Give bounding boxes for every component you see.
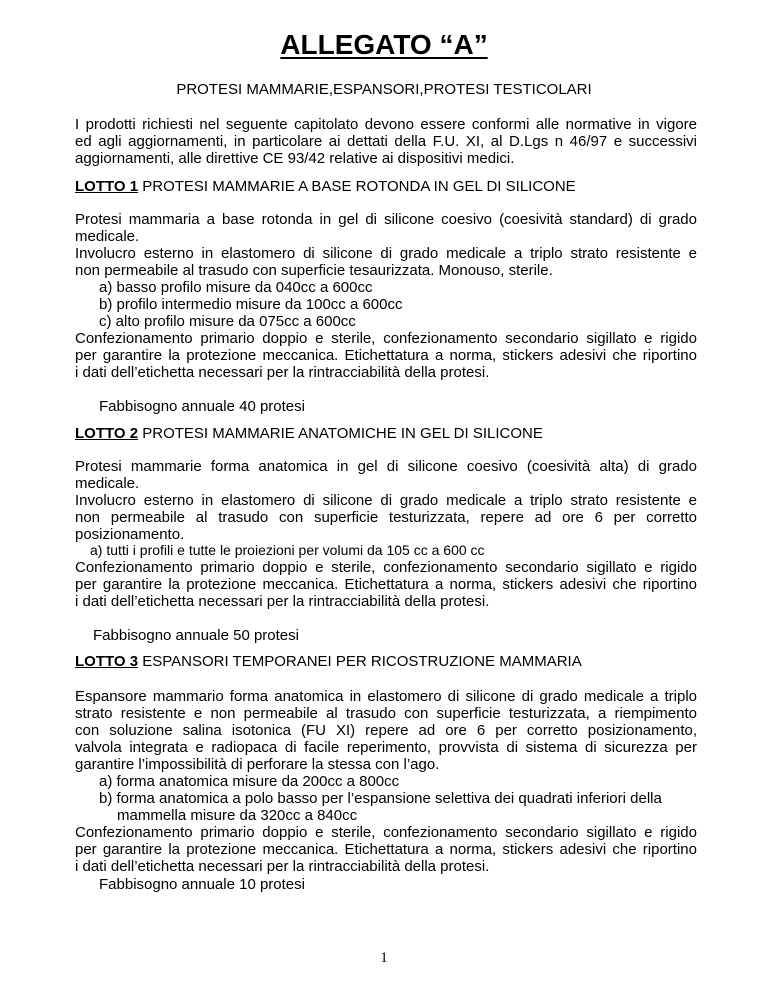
lot-3-packaging-line: per garantire la protezione meccanica. Etichettatura a norma, stickers adesivi che riportino <box>75 841 697 858</box>
lot-1-item: b) profilo intermedio misure da 100cc a 600cc <box>99 296 403 313</box>
lot-2-desc-line: non permeabile al trasudo con superficie testurizzata, repere ad ore 6 per corretto <box>75 509 697 526</box>
lot-2-item: a) tutti i profili e tutte le proiezioni per volumi da 105 cc a 600 cc <box>90 542 485 558</box>
lot-3-need: Fabbisogno annuale 10 protesi <box>99 876 305 893</box>
lot-3-desc-line: garantire l’impossibilità di perforare la stessa con l’ago. <box>75 756 440 773</box>
lot-1-packaging-line: per garantire la protezione meccanica. Etichettatura a norma, stickers adesivi che riportino <box>75 347 697 364</box>
lot-3-desc-line: Espansore mammario forma anatomica in elastomero di silicone di grado medicale a triplo <box>75 688 697 705</box>
lot-3-item: b) forma anatomica a polo basso per l’espansione selettiva dei quadrati inferiori della <box>99 790 662 807</box>
lot-2-desc-line: Protesi mammarie forma anatomica in gel di silicone coesivo (coesività alta) di grado <box>75 458 697 475</box>
document-title: ALLEGATO “A” <box>280 29 488 60</box>
page-number: 1 <box>380 950 388 966</box>
lot-1-packaging-line: i dati dell’etichetta necessari per la rintracciabilità della protesi. <box>75 364 490 381</box>
lot-2-packaging-line: Confezionamento primario doppio e sterile, confezionamento secondario sigillato e rigido <box>75 559 697 576</box>
lot-1-need: Fabbisogno annuale 40 protesi <box>99 398 305 415</box>
intro-line: I prodotti richiesti nel seguente capitolato devono essere conformi alle normative in vigore <box>75 116 697 133</box>
lot-1-item: c) alto profilo misure da 075cc a 600cc <box>99 313 356 330</box>
intro-line: aggiornamenti, alle direttive CE 93/42 relative ai dispositivi medici. <box>75 150 515 167</box>
lot-1-desc-line: Involucro esterno in elastomero di silicone di grado medicale a triplo strato resistente e <box>75 245 697 262</box>
document-subtitle: PROTESI MAMMARIE,ESPANSORI,PROTESI TESTICOLARI <box>176 81 592 98</box>
lot-3-heading <box>75 653 697 670</box>
lot-1-desc-line: non permeabile al trasudo con superficie tesaurizzata. Monouso, sterile. <box>75 262 553 279</box>
lot-1-item: a) basso profilo misure da 040cc a 600cc <box>99 279 373 296</box>
lot-2-packaging-line: i dati dell’etichetta necessari per la rintracciabilità della protesi. <box>75 593 490 610</box>
lot-1-label: LOTTO 1 <box>75 178 139 195</box>
lot-2-desc-line: medicale. <box>75 475 140 492</box>
lot-1-heading <box>75 178 697 195</box>
intro-line: ed agli aggiornamenti, in particolare ai dettati della F.U. XI, al D.Lgs n 46/97 e successivi <box>75 133 697 150</box>
lot-3-packaging-line: Confezionamento primario doppio e sterile, confezionamento secondario sigillato e rigido <box>75 824 697 841</box>
lot-2-desc-line: Involucro esterno in elastomero di silicone di grado medicale a triplo strato resistente e <box>75 492 697 509</box>
lot-3-label: LOTTO 3 <box>75 653 139 670</box>
lot-3-desc-line: con soluzione salina isotonica (FU XI) repere ad ore 6 per corretto posizionamento, <box>75 722 697 739</box>
lot-3-title: ESPANSORI TEMPORANEI PER RICOSTRUZIONE MAMMARIA <box>138 653 582 670</box>
lot-3-item: mammella misure da 320cc a 840cc <box>117 807 358 824</box>
lot-2-desc-line: posizionamento. <box>75 526 185 543</box>
lot-3-desc-line: valvola integrata e radiopaca di facile reperimento, provvista di sistema di sicurezza per <box>75 739 697 756</box>
lot-2-need: Fabbisogno annuale 50 protesi <box>93 627 299 644</box>
lot-2-label: LOTTO 2 <box>75 425 139 442</box>
lot-3-desc-line: strato resistente e non permeabile al trasudo con superficie testurizzata, a riempimento <box>75 705 697 722</box>
lot-3-packaging-line: i dati dell’etichetta necessari per la rintracciabilità della protesi. <box>75 858 490 875</box>
lot-1-packaging-line: Confezionamento primario doppio e sterile, confezionamento secondario sigillato e rigido <box>75 330 697 347</box>
lot-3-item: a) forma anatomica misure da 200cc a 800cc <box>99 773 400 790</box>
lot-2-title: PROTESI MAMMARIE ANATOMICHE IN GEL DI SILICONE <box>138 425 543 442</box>
lot-1-desc-line: Protesi mammaria a base rotonda in gel di silicone coesivo (coesività standard) di grado <box>75 211 697 228</box>
lot-2-heading <box>75 425 697 442</box>
lot-2-packaging-line: per garantire la protezione meccanica. Etichettatura a norma, stickers adesivi che riportino <box>75 576 697 593</box>
lot-1-desc-line: medicale. <box>75 228 140 245</box>
lot-1-title: PROTESI MAMMARIE A BASE ROTONDA IN GEL DI SILICONE <box>138 178 576 195</box>
